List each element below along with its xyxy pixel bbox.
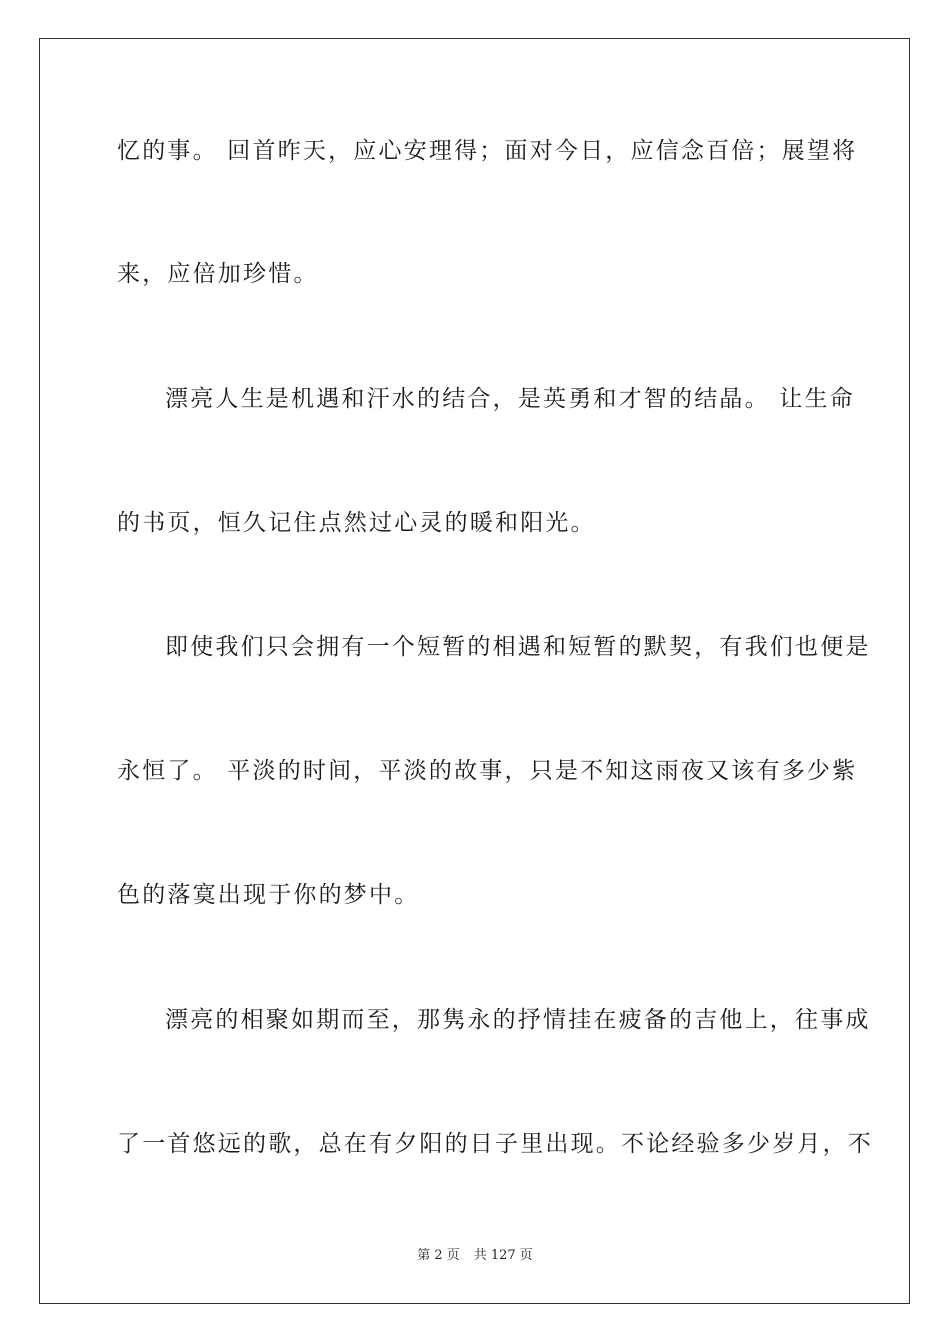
page-footer — [0, 1247, 950, 1265]
text-line-7: 色的落寞出现于你的梦中。 — [117, 882, 420, 908]
text-line-1: 忆的事。 回首昨天，应心安理得；面对今日，应信念百倍；展望将 — [117, 138, 858, 164]
text-line-2: 来，应倍加珍惜。 — [117, 261, 319, 287]
text-line-4: 的书页，恒久记住点然过心灵的暖和阳光。 — [117, 510, 596, 536]
total-pages: 共 127 页 — [473, 1248, 533, 1263]
text-line-5: 即使我们只会拥有一个短暂的相遇和短暂的默契，有我们也便是 — [165, 634, 871, 660]
text-line-8: 漂亮的相聚如期而至，那隽永的抒情挂在疲备的吉他上，往事成 — [165, 1007, 871, 1033]
text-line-3: 漂亮人生是机遇和汗水的结合，是英勇和才智的结晶。 让生命 — [165, 386, 855, 412]
page-number: 第 2 页 — [417, 1248, 460, 1263]
page-frame — [39, 38, 910, 1304]
text-line-6: 永恒了。 平淡的时间，平淡的故事，只是不知这雨夜又该有多少紫 — [117, 758, 858, 784]
text-line-9: 了一首悠远的歌，总在有夕阳的日子里出现。不论经验多少岁月，不 — [117, 1131, 873, 1157]
